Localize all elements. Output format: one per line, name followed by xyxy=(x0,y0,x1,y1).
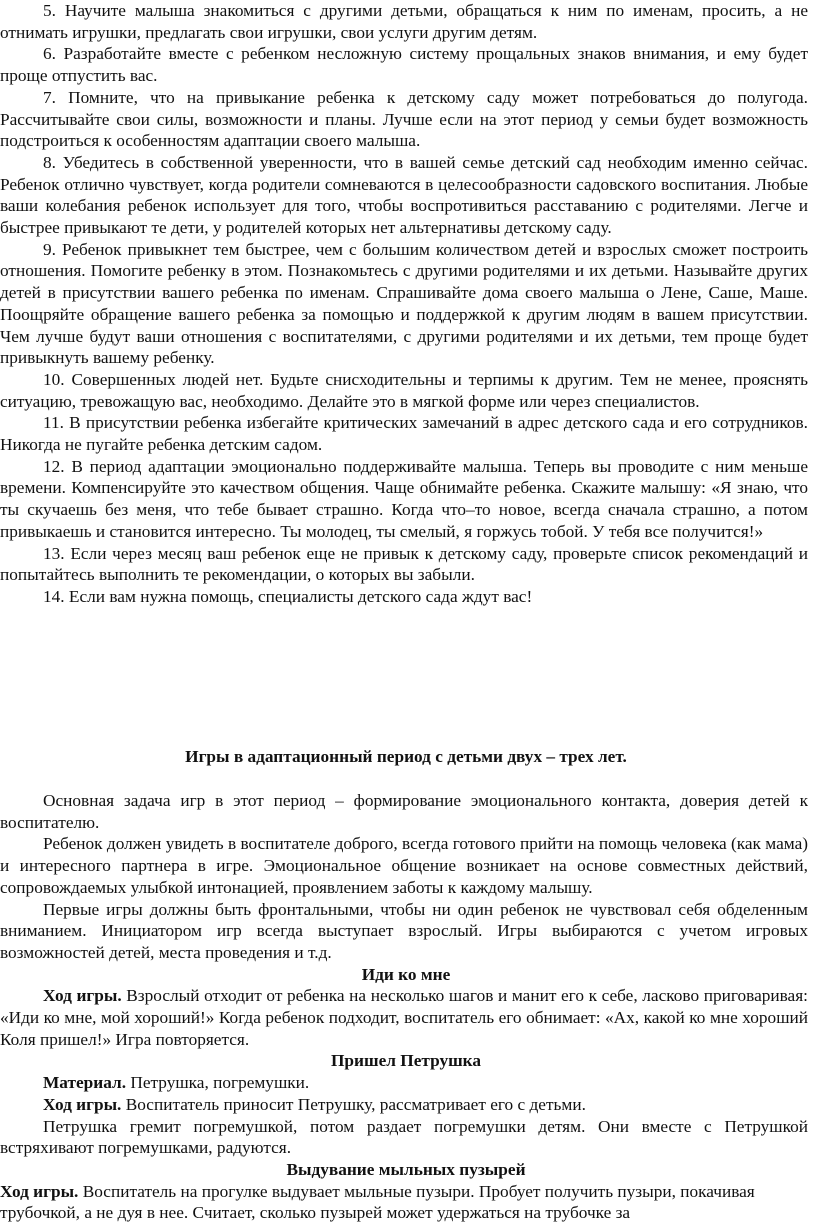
game-course xyxy=(0,985,812,1050)
recommendation-item: 14. Если вам нужна помощь, специалисты детского сада ждут вас! xyxy=(43,586,533,606)
game-course-text: Воспитатель приносит Петрушку, рассматривает его с детьми. xyxy=(121,1094,586,1114)
game-course xyxy=(0,1094,812,1116)
section-title: Игры в адаптационный период с детьми двух – трех лет. xyxy=(185,747,627,766)
recommendation-item: 11. В присутствии ребенка избегайте критических замечаний в адрес детского сада и его сотрудников. Никогда не пугайте ребенка детским садом. xyxy=(0,413,808,455)
game-material-label: Материал. xyxy=(43,1073,127,1093)
game-course-label: Ход игры. xyxy=(43,1094,122,1114)
game-course xyxy=(0,1181,812,1224)
game-course-text: Взрослый отходит от ребенка на несколько шагов и манит его к себе, ласково приговаривая: «Иди ко мне, мой хороший!» Когда ребенок подходит, воспитатель его обнимает: «Ах, какой ко мне хороший Коля пришел!» Игра повторяется. xyxy=(0,986,808,1049)
recommendation-item: 13. Если через месяц ваш ребенок еще не привык к детскому саду, проверьте список рекомендаций и попытайтесь выполнить те рекомендации, о которых вы забыли. xyxy=(0,543,808,585)
recommendation-item: 9. Ребенок привыкнет тем быстрее, чем с большим количеством детей и взрослых сможет построить отношения. Помогите ребенку в этом. Познакомьтесь с другими родителями и их детьми. Называйте других детей в присутствии вашего ребенка по именам. Спрашивайте дома своего малыша о Лене, Саше, Маше. Поощряйте обращение вашего ребенка за помощью и поддержкой к другим людям в вашем присутствии. Чем лучше будут ваши отношения с воспитателями, с другими родителями и их детьми, тем проще будет привыкнуть вашему ребенку. xyxy=(0,239,808,368)
game-title: Иди ко мне xyxy=(361,964,451,984)
games-section xyxy=(0,790,812,1224)
game-course-text: Воспитатель на прогулке выдувает мыльные пузыри. Пробует получить пузыри, покачивая трубочкой, а не дуя в нее. Считает, сколько пузырей может удержаться на трубочке за xyxy=(0,1181,755,1223)
recommendation-item: 8. Убедитесь в собственной уверенности, что в вашей семье детский сад необходим именно сейчас. Ребенок отлично чувствует, когда родители сомневаются в целесообразности садовского воспитания. Любые ваши колебания ребенок использует для того, чтобы воспротивиться расставанию с родителями. Легче и быстрее привыкают те дети, у родителей которых нет альтернативы детскому саду. xyxy=(0,152,808,238)
game-material xyxy=(0,1072,812,1094)
recommendation-item: 10. Совершенных людей нет. Будьте снисходительны и терпимы к другим. Тем не менее, прояснять ситуацию, тревожащую вас, необходимо. Делайте это в мягкой форме или через специалистов. xyxy=(0,369,808,411)
game-title: Выдувание мыльных пузырей xyxy=(286,1159,526,1179)
recommendation-item: 7. Помните, что на привыкание ребенка к детскому саду может потребоваться до полугода. Рассчитывайте свои силы, возможности и планы. Лучше если на этот период у семьи будет возможность подстроиться к особенностям адаптации своего малыша. xyxy=(0,87,808,151)
recommendations-list xyxy=(0,0,812,608)
intro-paragraph: Ребенок должен увидеть в воспитателе доброго, всегда готового прийти на помощь человека (как мама) и интересного партнера в игре. Эмоциональное общение возникает на основе совместных действий, сопровождаемых улыбкой интонацией, проявлением заботы к каждому малышу. xyxy=(0,834,808,897)
recommendation-item: 5. Научите малыша знакомиться с другими детьми, обращаться к ним по именам, просить, а не отнимать игрушки, предлагать свои игрушки, свои услуги другим детям. xyxy=(0,1,808,42)
game-description: Петрушка гремит погремушкой, потом раздает погремушки детям. Они вместе с Петрушкой встряхивают погремушками, радуются. xyxy=(0,1116,808,1158)
game-title: Пришел Петрушка xyxy=(330,1051,482,1071)
intro-paragraph: Основная задача игр в этот период – формирование эмоционального контакта, доверия детей к воспитателю. xyxy=(0,791,808,832)
game-course-label: Ход игры. xyxy=(0,1181,79,1201)
intro-paragraph: Первые игры должны быть фронтальными, чтобы ни один ребенок не чувствовал себя обделенным вниманием. Инициатором игр всегда выступает взрослый. Игры выбираются с учетом игровых возможностей детей, места проведения и т.д. xyxy=(0,899,808,962)
recommendation-item: 6. Разработайте вместе с ребенком несложную систему прощальных знаков внимания, и ему будет проще отпустить вас. xyxy=(0,44,808,86)
recommendation-item: 12. В период адаптации эмоционально поддерживайте малыша. Теперь вы проводите с ним меньше времени. Компенсируйте это качеством общения. Чаще обнимайте ребенка. Скажите малышу: «Я знаю, что ты скучаешь без меня, что тебе бывает страшно. Когда что–то новое, всегда сначала страшно, а потом привыкаешь и становится интересно. Ты молодец, ты смелый, я горжусь тобой. У тебя все получится!» xyxy=(0,456,808,541)
game-material-text: Петрушка, погремушки. xyxy=(126,1073,310,1093)
game-course-label: Ход игры. xyxy=(43,986,122,1006)
